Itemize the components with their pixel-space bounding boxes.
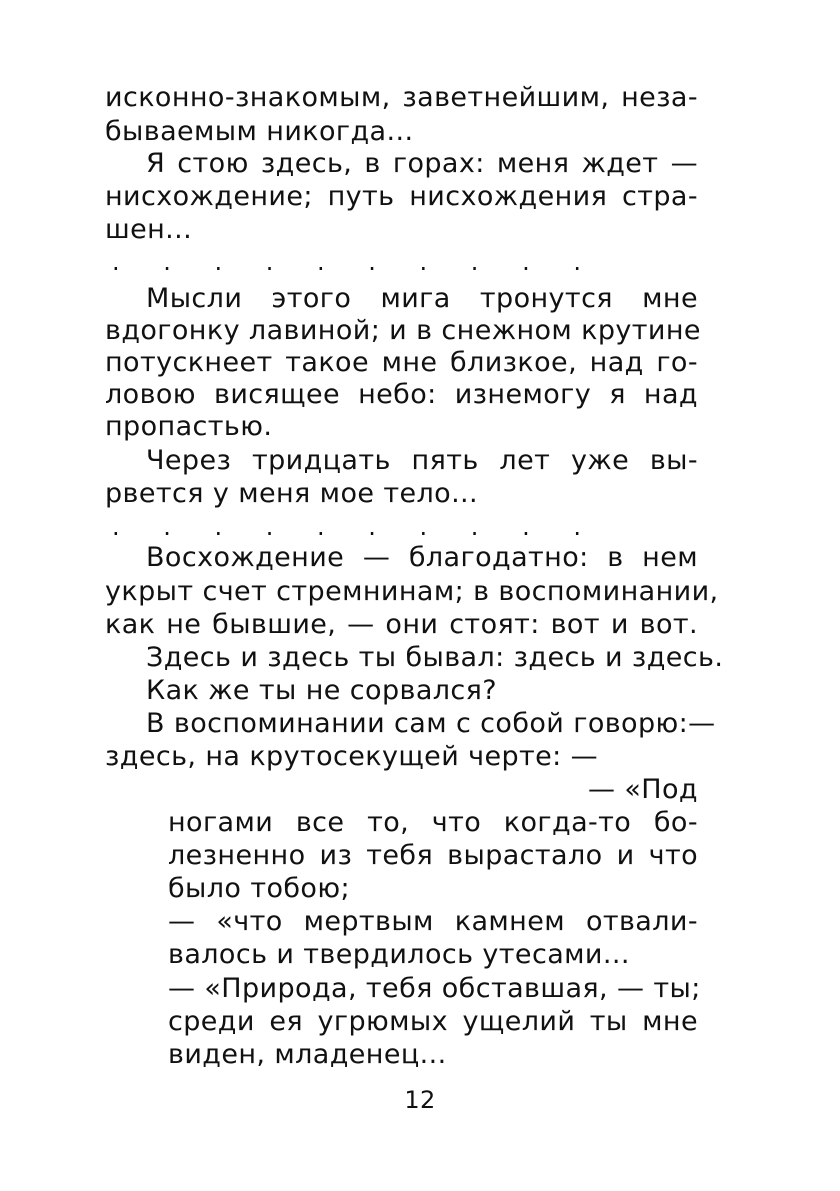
text-line-26: — «Природа, тебя обставшая, — ты; [168, 973, 701, 1004]
dotted-separator-1: . . . . . . . . . . [112, 248, 599, 276]
text-line-20: — «Под [588, 774, 698, 805]
text-line-6: Мысли этого мига тронутся мне [146, 283, 698, 314]
text-line-16: Здесь и здесь ты бывал: здесь и здесь. [146, 642, 724, 673]
text-line-10: пропастью. [105, 411, 273, 442]
text-line-22: лезненно из тебя вырастало и что [168, 840, 698, 871]
dotted-separator-2: . . . . . . . . . . [112, 513, 599, 541]
text-line-14: укрыт счет стремнинам; в воспоминании, [105, 576, 719, 607]
text-line-11: Через тридцать пять лет уже вы- [146, 445, 698, 476]
text-line-5: шен... [105, 214, 193, 245]
page-number: 12 [404, 1086, 436, 1114]
text-line-13: Восхождение — благодатно: в нем [146, 542, 698, 573]
text-line-27: среди ея угрюмых ущелий ты мне [168, 1006, 698, 1037]
text-line-19: здесь, на крутосекущей черте: — [105, 741, 599, 772]
text-line-25: валось и твердилось утесами... [168, 939, 630, 970]
text-line-9: ловою висящее небо: изнемогу я над [105, 379, 698, 410]
text-line-23: было тобою; [168, 873, 350, 904]
text-line-12: рвется у меня мое тело... [105, 478, 479, 509]
text-line-21: ногами все то, что когда-то бо- [168, 807, 698, 838]
text-line-15: как не бывшие, — они стоят: вот и вот. [105, 609, 698, 640]
text-line-28: виден, младенец... [168, 1039, 447, 1070]
text-line-18: В воспоминании сам с собой говорю:— [146, 708, 716, 739]
text-line-17: Как же ты не сорвался? [146, 675, 498, 706]
text-line-4: нисхождение; путь нисхождения стра- [105, 181, 698, 212]
text-line-8: потускнеет такое мне близкое, над го- [105, 347, 698, 378]
text-line-2: бываемым никогда... [105, 116, 414, 147]
text-line-24: — «что мертвым камнем отвали- [168, 906, 698, 937]
text-line-3: Я стою здесь, в горах: меня ждет — [146, 148, 698, 179]
text-line-1: исконно-знакомым, заветнейшим, неза- [105, 82, 698, 113]
text-line-7: вдогонку лавиной; и в снежном крутине [105, 315, 701, 346]
